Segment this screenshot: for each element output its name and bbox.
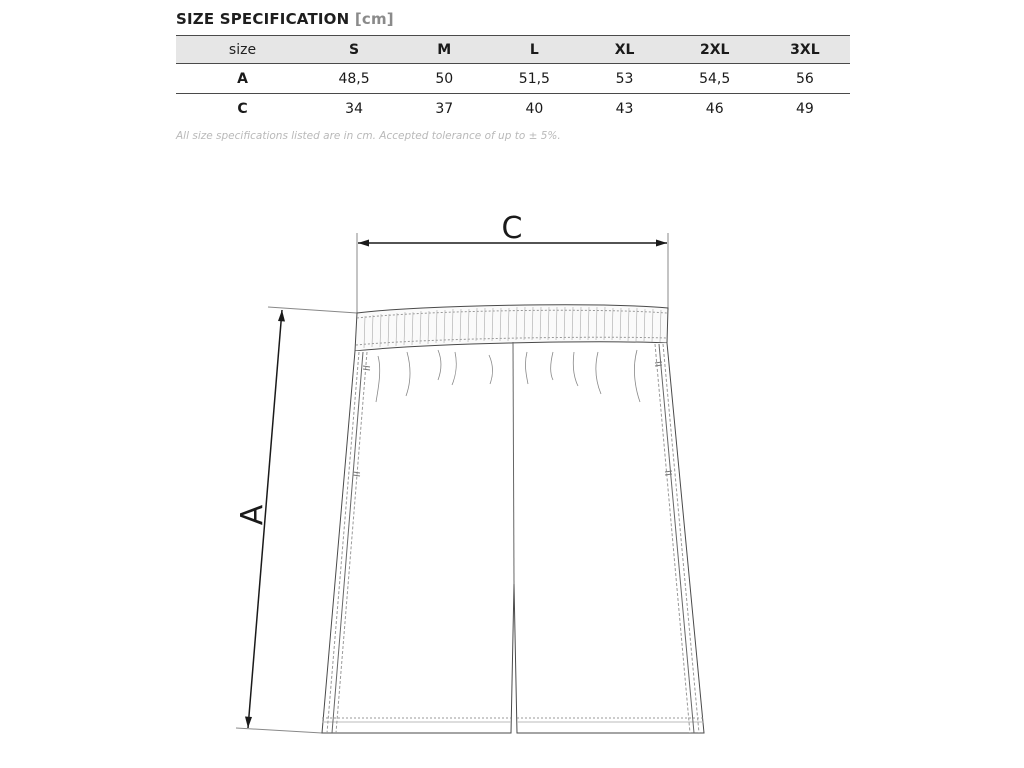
size-2xl-header: 2XL: [670, 36, 760, 64]
table-cell: 51,5: [489, 64, 579, 94]
table-cell: 40: [525, 100, 544, 117]
width-label-c: C: [501, 211, 523, 246]
length-label-a: A: [235, 504, 270, 526]
table-cell: 34: [345, 100, 363, 117]
row-label-c: C: [237, 100, 248, 117]
table-cell: 43: [615, 100, 634, 117]
size-m-header: M: [399, 36, 489, 64]
size-l-header: L: [489, 36, 579, 64]
title-unit: [cm]: [354, 10, 394, 28]
table-cell: 49: [795, 100, 814, 117]
size-s-header: S: [309, 36, 399, 64]
table-cell: 53: [579, 64, 669, 94]
size-header-cell: size: [176, 36, 309, 64]
tolerance-note: All size specifications listed are in cm. Accepted tolerance of up to ± 5%.: [176, 130, 561, 142]
size-3xl-header: 3XL: [760, 36, 850, 64]
table-cell: 46: [705, 100, 724, 117]
table-cell: 37: [435, 100, 454, 117]
table-cell: 54,5: [670, 64, 760, 94]
size-xl-header: XL: [579, 36, 669, 64]
row-label-a: A: [176, 64, 309, 94]
table-cell: 48,5: [309, 64, 399, 94]
shorts-outline-icon: [322, 305, 704, 733]
title-main: SIZE SPECIFICATION: [176, 10, 350, 28]
table-cell: 56: [760, 64, 850, 94]
table-cell: 50: [399, 64, 489, 94]
